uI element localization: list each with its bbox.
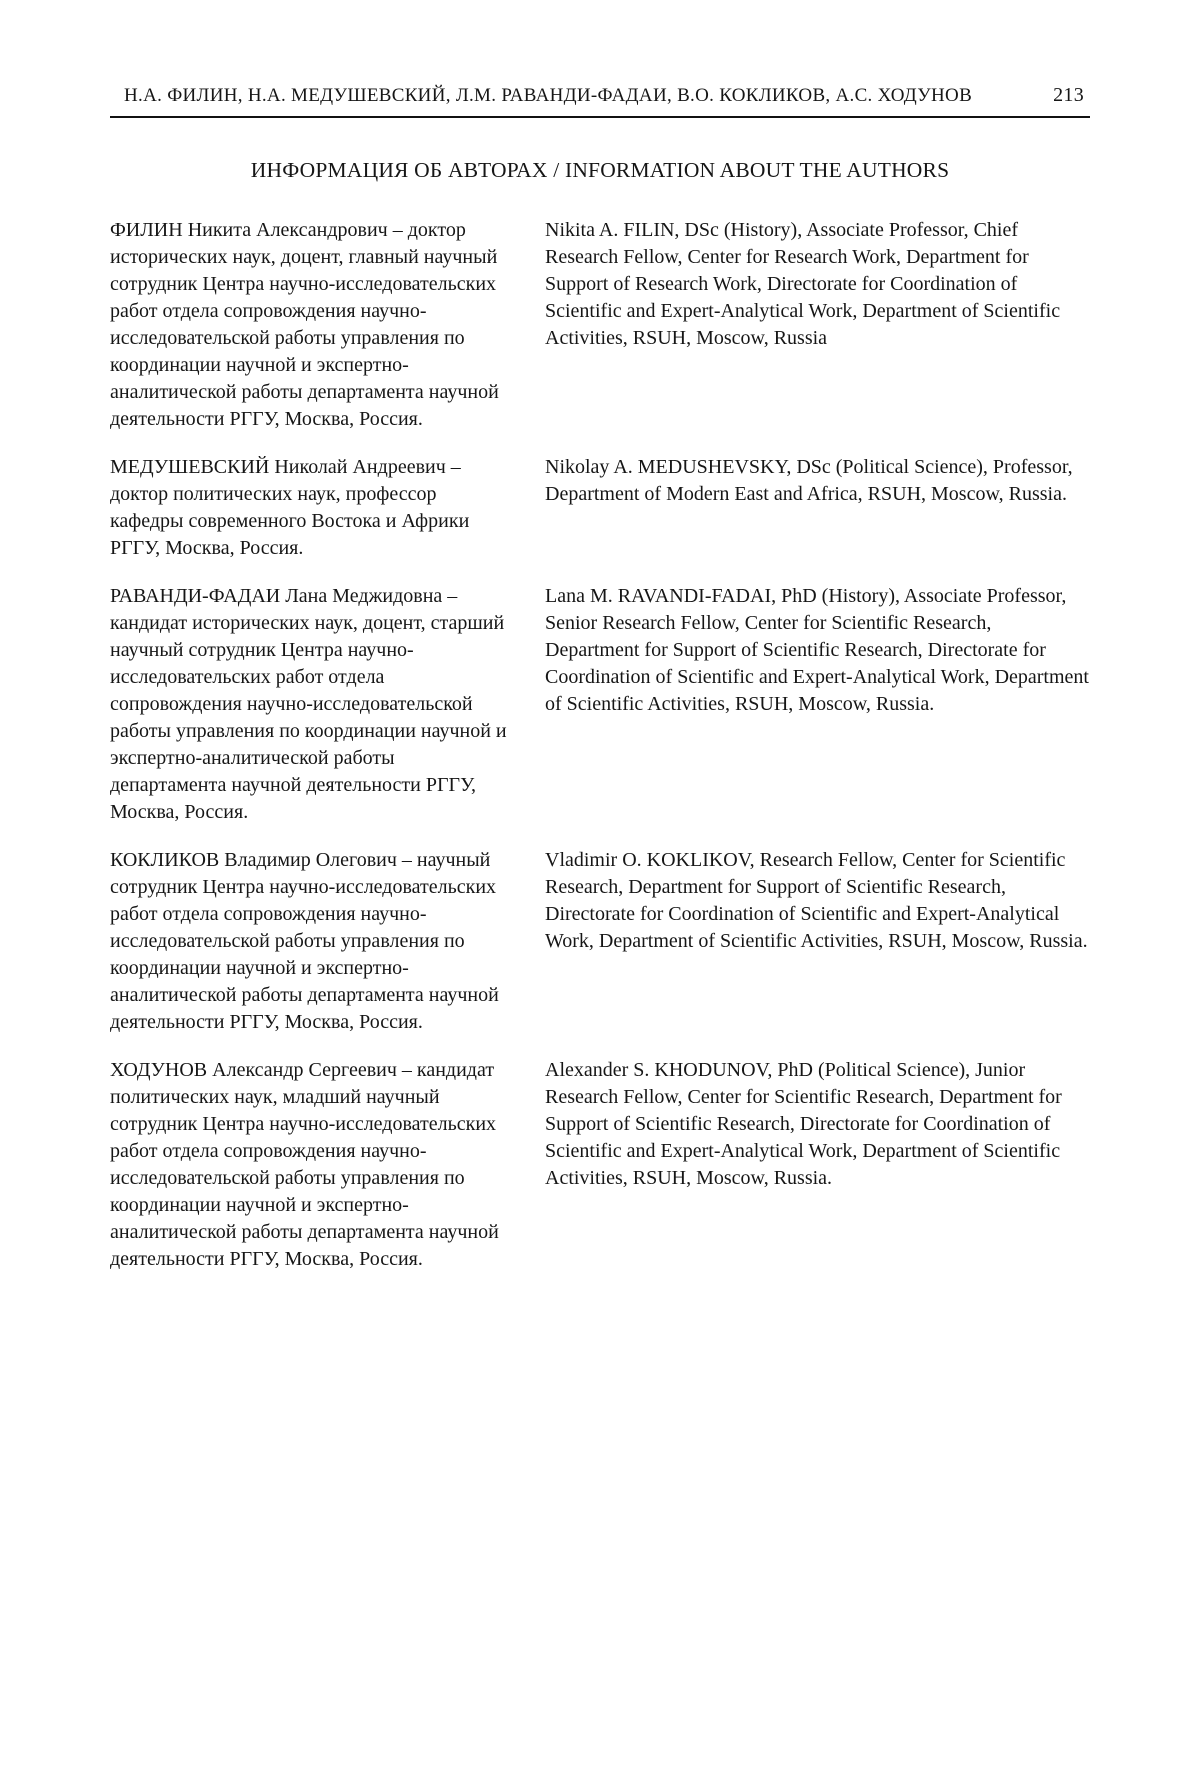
author-bio-english: Nikita A. FILIN, DSc (History), Associate Professor, Chief Research Fellow, Center for Research Work, Department for Support of Research Work, Directorate for Coordination of Scientific and Expert-Analytical Work, Department of Scientific Activities, RSUH, Moscow, Russia <box>545 219 1061 349</box>
author-entry-medushevsky <box>110 454 1090 562</box>
author-entry-koklikov <box>110 847 1090 1036</box>
page-number: 213 <box>1053 84 1084 106</box>
author-bio-english: Nikolay A. MEDUSHEVSKY, DSc (Political Science), Professor, Department of Modern East and Africa, RSUH, Moscow, Russia. <box>545 456 1073 505</box>
author-bio-russian: ХОДУНОВ Александр Сергеевич – кандидат политических наук, младший научный сотрудник Центра научно-исследовательских работ отдела сопровождения научно-исследовательской работы управления по координации научной и экспертно-аналитической работы департамента научной деятельности РГГУ, Москва, Россия. <box>110 1059 499 1270</box>
author-bio-english: Lana M. RAVANDI-FADAI, PhD (History), Associate Professor, Senior Research Fellow, Center for Scientific Research, Department for Support of Scientific Research, Directorate for Coordination of Scientific and Expert-Analytical Work, Department of Scientific Activities, RSUH, Moscow, Russia. <box>545 585 1089 715</box>
author-entry-filin <box>110 217 1090 433</box>
author-entry-khodunov <box>110 1057 1090 1273</box>
author-bio-russian: РАВАНДИ-ФАДАИ Лана Меджидовна – кандидат исторических наук, доцент, старший научный сотрудник Центра научно-исследовательских работ отдела сопровождения научно-исследовательской работы управления по координации научной и экспертно-аналитической работы департамента научной деятельности РГГУ, Москва, Россия. <box>110 585 507 823</box>
author-bio-russian: МЕДУШЕВСКИЙ Николай Андреевич – доктор политических наук, профессор кафедры современного Востока и Африки РГГУ, Москва, Россия. <box>110 456 470 559</box>
author-bio-english: Alexander S. KHODUNOV, PhD (Political Science), Junior Research Fellow, Center for Scientific Research, Department for Support of Scientific Research, Directorate for Coordination of Scientific and Expert-Analytical Work, Department of Scientific Activities, RSUH, Moscow, Russia. <box>545 1059 1062 1189</box>
section-title: ИНФОРМАЦИЯ ОБ АВТОРАХ / INFORMATION ABOUT THE AUTHORS <box>250 158 950 182</box>
header-rule <box>110 116 1090 118</box>
author-bio-russian: КОКЛИКОВ Владимир Олегович – научный сотрудник Центра научно-исследовательских работ отдела сопровождения научно-исследовательской работы управления по координации научной и экспертно-аналитической работы департамента научной деятельности РГГУ, Москва, Россия. <box>110 849 499 1033</box>
running-head-authors: Н.А. ФИЛИН, Н.А. МЕДУШЕВСКИЙ, Л.М. РАВАНДИ-ФАДАИ, В.О. КОКЛИКОВ, А.С. ХОДУНОВ <box>124 85 973 106</box>
authors-list <box>110 217 1090 1273</box>
author-bio-russian: ФИЛИН Никита Александрович – доктор исторических наук, доцент, главный научный сотрудник Центра научно-исследовательских работ отдела сопровождения научно-исследовательской работы управления по координации научной и экспертно-аналитической работы департамента научной деятельности РГГУ, Москва, Россия. <box>110 219 499 430</box>
author-entry-ravandi-fadai <box>110 583 1090 826</box>
running-head <box>110 84 1090 107</box>
author-bio-english: Vladimir O. KOKLIKOV, Research Fellow, Center for Scientific Research, Department for Support of Scientific Research, Directorate for Coordination of Scientific and Expert-Analytical Work, Department of Scientific Activities, RSUH, Moscow, Russia. <box>545 849 1088 952</box>
